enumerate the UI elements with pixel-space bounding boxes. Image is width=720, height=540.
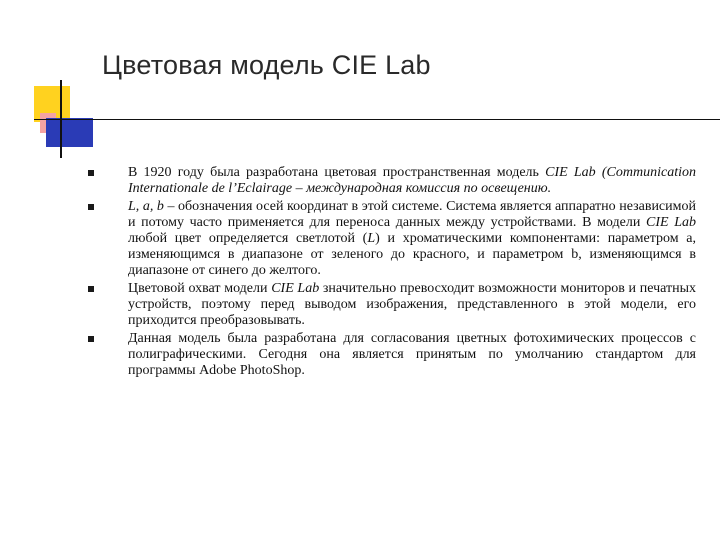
text-run: ) и хроматическими компонентами: параметром a, изменяющимся в диапазоне от зеленого до красного, и параметром b, изменяющимся в диапазоне от синего до желтого. [128,231,697,278]
square-bullet-icon [88,336,94,342]
text-run: любой цвет определяется светлотой ( [128,231,368,246]
text-run: Данная модель была разработана для согласования цветных фотохимических процессов с полиграфическими. Сегодня она является принятым по умолчанию стандартом для программы Adobe PhotoShop. [128,331,696,378]
text-run-italic: CIE Lab (Communication Internationale de l’Eclairage – международная комиссия по освещению. [128,165,696,196]
bullet-item [88,199,696,279]
bullet-text [128,281,696,329]
bullet-item [88,281,696,329]
text-run-italic: L, a, b [128,199,164,214]
square-bullet-icon [88,170,94,176]
bullet-text [128,331,696,379]
text-run: Цветовой охват модели [128,281,272,296]
text-run: В 1920 году была разработана цветовая пространственная модель [128,165,546,180]
bullet-item [88,331,696,379]
text-run: – обозначения осей координат в этой системе. Система является аппаратно независимой и потому часто применяется для переноса данных между устройствами. В модели [128,199,696,230]
deco-horizontal-line [34,119,720,120]
bullet-item [88,165,696,197]
square-bullet-icon [88,286,94,292]
text-run-italic: CIE Lab [646,215,696,230]
bullet-list [88,165,696,381]
text-run-italic: L [367,231,376,246]
square-bullet-icon [88,204,94,210]
deco-blue-square [46,118,93,147]
text-run-italic: CIE Lab [271,281,320,296]
text-run: значительно превосходит возможности мониторов и печатных устройств, поэтому перед выводом изображения, представленного в этой модели, его приходится преобразовывать. [128,281,696,328]
bullet-text [128,199,696,279]
bullet-text [128,165,696,197]
slide-title: Цветовая модель CIE Lab [102,50,431,80]
